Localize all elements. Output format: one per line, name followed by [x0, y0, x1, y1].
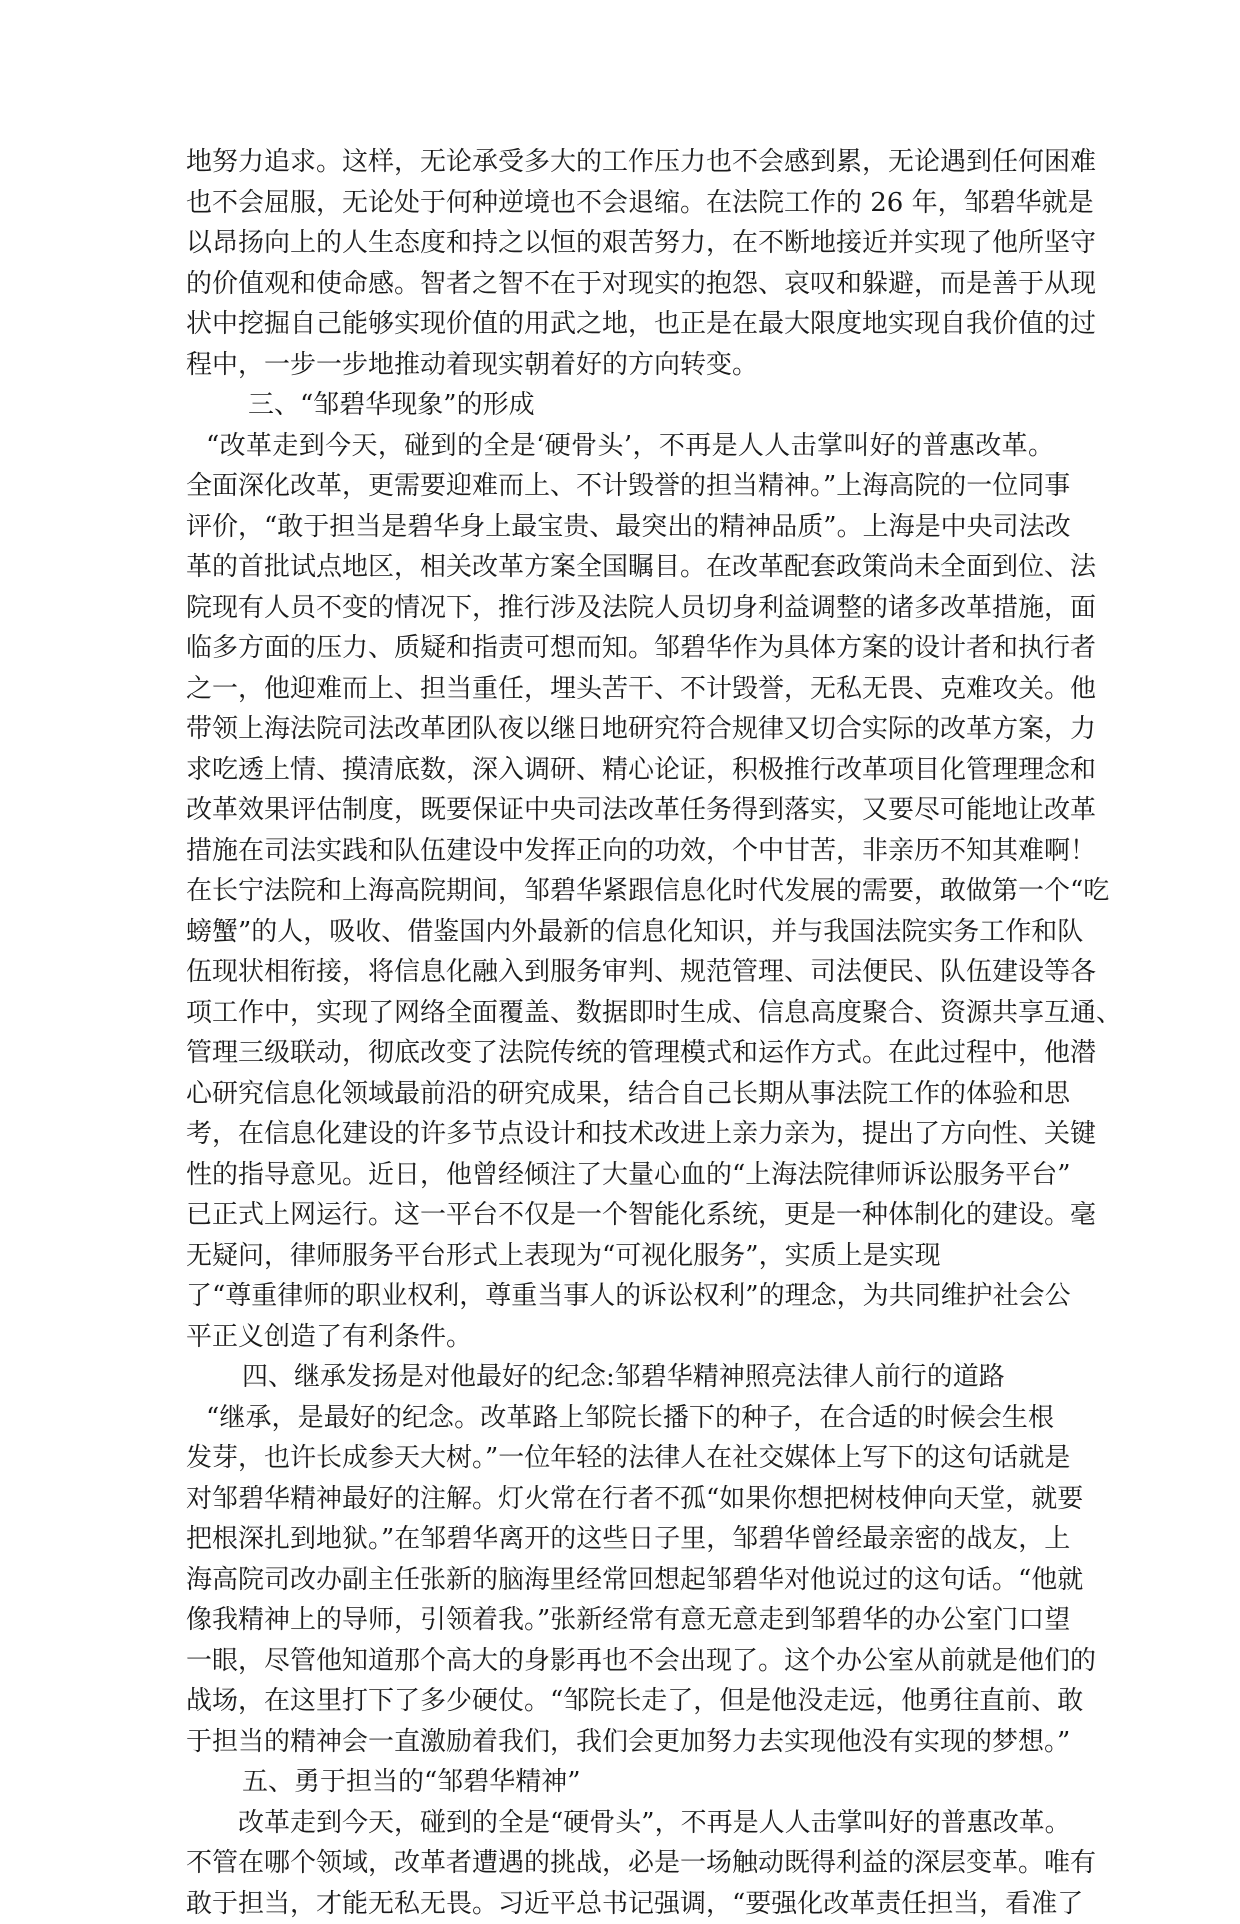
text-line: 了“尊重律师的职业权利，尊重当事人的诉讼权利”的理念，为共同维护社会公	[186, 1276, 1054, 1317]
paragraph-2	[186, 426, 1054, 1358]
text-line: 平正义创造了有利条件。	[186, 1317, 1054, 1358]
text-line: 也不会屈服，无论处于何种逆境也不会退缩。在法院工作的 26 年，邹碧华就是	[186, 183, 1054, 224]
text-line: 已正式上网运行。这一平台不仅是一个智能化系统，更是一种体制化的建设。毫	[186, 1195, 1054, 1236]
section-heading-4: 四、继承发扬是对他最好的纪念:邹碧华精神照亮法律人前行的道路	[186, 1357, 1054, 1398]
text-line: 状中挖掘自己能够实现价值的用武之地，也正是在最大限度地实现自我价值的过	[186, 304, 1054, 345]
text-line: 敢于担当，才能无私无畏。习近平总书记强调，“要强化改革责任担当，看准了	[186, 1884, 1054, 1924]
text-line: 的价值观和使命感。智者之智不在于对现实的抱怨、哀叹和躲避，而是善于从现	[186, 264, 1054, 305]
text-line: 评价，“敢于担当是碧华身上最宝贵、最突出的精神品质”。上海是中央司法改	[186, 507, 1054, 548]
text-line: 于担当的精神会一直激励着我们，我们会更加努力去实现他没有实现的梦想。”	[186, 1722, 1054, 1763]
text-line: 全面深化改革，更需要迎难而上、不计毁誉的担当精神。”上海高院的一位同事	[186, 466, 1054, 507]
text-line: 程中，一步一步地推动着现实朝着好的方向转变。	[186, 345, 1054, 386]
text-line: 无疑问，律师服务平台形式上表现为“可视化服务”，实质上是实现	[186, 1236, 1054, 1277]
text-line: 之一，他迎难而上、担当重任，埋头苦干、不计毁誉，无私无畏、克难攻关。他	[186, 669, 1054, 710]
text-line: 在长宁法院和上海高院期间，邹碧华紧跟信息化时代发展的需要，敢做第一个“吃	[186, 871, 1054, 912]
text-line: 心研究信息化领域最前沿的研究成果，结合自己长期从事法院工作的体验和思	[186, 1074, 1054, 1115]
text-line: 管理三级联动，彻底改变了法院传统的管理模式和运作方式。在此过程中，他潜	[186, 1033, 1054, 1074]
section-heading-5: 五、勇于担当的“邹碧华精神”	[186, 1762, 1054, 1803]
text-line: 螃蟹”的人，吸收、借鉴国内外最新的信息化知识，并与我国法院实务工作和队	[186, 912, 1054, 953]
text-line: 对邹碧华精神最好的注解。灯火常在行者不孤“如果你想把树枝伸向天堂，就要	[186, 1479, 1054, 1520]
text-line: 发芽，也许长成参天大树。”一位年轻的法律人在社交媒体上写下的这句话就是	[186, 1438, 1054, 1479]
text-line: 改革走到今天，碰到的全是“硬骨头”，不再是人人击掌叫好的普惠改革。	[186, 1803, 1054, 1844]
text-line: 项工作中，实现了网络全面覆盖、数据即时生成、信息高度聚合、资源共享互通、	[186, 993, 1054, 1034]
text-line: 伍现状相衔接，将信息化融入到服务审判、规范管理、司法便民、队伍建设等各	[186, 952, 1054, 993]
text-line: 以昂扬向上的人生态度和持之以恒的艰苦努力，在不断地接近并实现了他所坚守	[186, 223, 1054, 264]
text-line: 措施在司法实践和队伍建设中发挥正向的功效，个中甘苦，非亲历不知其难啊！	[186, 831, 1054, 872]
paragraph-1	[186, 142, 1054, 385]
text-line: 带领上海法院司法改革团队夜以继日地研究符合规律又切合实际的改革方案，力	[186, 709, 1054, 750]
text-line: 地努力追求。这样，无论承受多大的工作压力也不会感到累，无论遇到任何困难	[186, 142, 1054, 183]
text-line: 把根深扎到地狱。”在邹碧华离开的这些日子里，邹碧华曾经最亲密的战友，上	[186, 1519, 1054, 1560]
document-page	[186, 142, 1054, 1924]
text-line: 性的指导意见。近日，他曾经倾注了大量心血的“上海法院律师诉讼服务平台”	[186, 1155, 1054, 1196]
text-line: 临多方面的压力、质疑和指责可想而知。邹碧华作为具体方案的设计者和执行者	[186, 628, 1054, 669]
paragraph-3	[186, 1398, 1054, 1763]
paragraph-4	[186, 1803, 1054, 1924]
text-line: 一眼，尽管他知道那个高大的身影再也不会出现了。这个办公室从前就是他们的	[186, 1641, 1054, 1682]
text-line: 改革效果评估制度，既要保证中央司法改革任务得到落实，又要尽可能地让改革	[186, 790, 1054, 831]
text-line: 海高院司改办副主任张新的脑海里经常回想起邹碧华对他说过的这句话。“他就	[186, 1560, 1054, 1601]
text-line: 求吃透上情、摸清底数，深入调研、精心论证，积极推行改革项目化管理理念和	[186, 750, 1054, 791]
text-line: 院现有人员不变的情况下，推行涉及法院人员切身利益调整的诸多改革措施，面	[186, 588, 1054, 629]
text-line: “继承，是最好的纪念。改革路上邹院长播下的种子，在合适的时候会生根	[186, 1398, 1054, 1439]
text-line: 革的首批试点地区，相关改革方案全国瞩目。在改革配套政策尚未全面到位、法	[186, 547, 1054, 588]
text-line: 不管在哪个领域，改革者遭遇的挑战，必是一场触动既得利益的深层变革。唯有	[186, 1843, 1054, 1884]
section-heading-3: 三、“邹碧华现象”的形成	[186, 385, 1054, 426]
text-line: 战场，在这里打下了多少硬仗。“邹院长走了，但是他没走远，他勇往直前、敢	[186, 1681, 1054, 1722]
text-line: “改革走到今天，碰到的全是‘硬骨头’，不再是人人击掌叫好的普惠改革。	[186, 426, 1054, 467]
text-line: 考，在信息化建设的许多节点设计和技术改进上亲力亲为，提出了方向性、关键	[186, 1114, 1054, 1155]
text-line: 像我精神上的导师，引领着我。”张新经常有意无意走到邹碧华的办公室门口望	[186, 1600, 1054, 1641]
